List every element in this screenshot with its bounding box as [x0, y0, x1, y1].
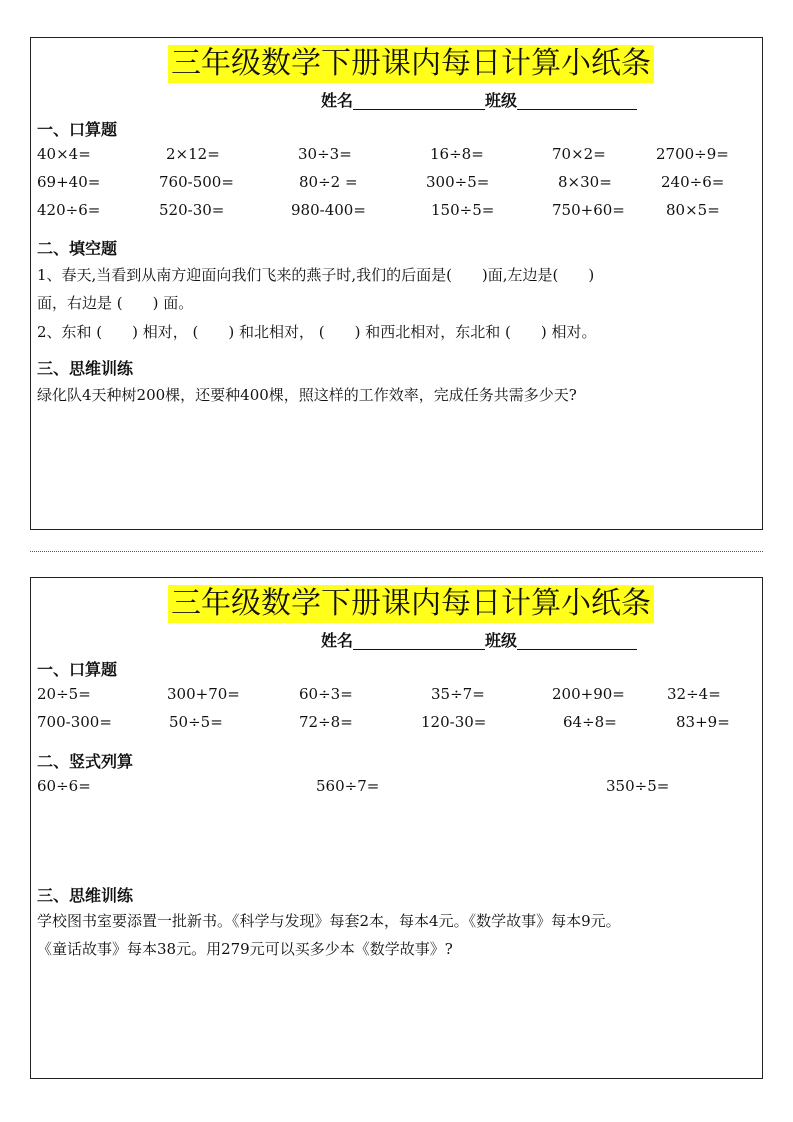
worksheet-title: 三年级数学下册课内每日计算小纸条	[168, 45, 654, 83]
problem: 520-30=	[159, 201, 225, 219]
class-label: 班级	[485, 91, 518, 110]
problem: 300+70=	[167, 685, 240, 703]
word-problem: 《童话故事》每本38元。用279元可以买多少本《数学故事》?	[37, 940, 453, 958]
problem: 120-30=	[421, 713, 487, 731]
section-heading-oral: 一、口算题	[37, 120, 118, 139]
problem: 16÷8=	[430, 145, 484, 163]
class-label: 班级	[485, 631, 518, 650]
problem: 80×5=	[666, 201, 720, 219]
word-problem: 学校图书室要添置一批新书。《科学与发现》每套2本，每本4元。《数学故事》每本9元。	[37, 912, 621, 930]
problem: 83+9=	[676, 713, 730, 731]
problem: 35÷7=	[431, 685, 485, 703]
problem: 8×30=	[558, 173, 612, 191]
problem: 32÷4=	[667, 685, 721, 703]
problem: 30÷3=	[298, 145, 352, 163]
section-heading-oral: 一、口算题	[37, 660, 118, 679]
problem: 64÷8=	[563, 713, 617, 731]
problem: 20÷5=	[37, 685, 91, 703]
worksheet-title: 三年级数学下册课内每日计算小纸条	[168, 585, 654, 623]
cut-line	[30, 551, 763, 552]
name-class-row	[321, 88, 637, 111]
question-line: 2、东和 ( ) 相对， ( ) 和北相对， ( ) 和西北相对，东北和 ( ) 相对。	[37, 323, 597, 341]
problem: 760-500=	[159, 173, 234, 191]
section-heading-thinking: 三、思维训练	[37, 359, 134, 378]
problem-row	[31, 201, 762, 223]
worksheet-card-1	[30, 37, 763, 530]
problem: 560÷7=	[316, 777, 380, 795]
problem-row	[31, 685, 762, 707]
worksheet-card-2	[30, 577, 763, 1079]
problem: 60÷6=	[37, 777, 91, 795]
question-line: 1、春天,当看到从南方迎面向我们飞来的燕子时,我们的后面是( )面,左边是( )	[37, 266, 595, 284]
problem: 980-400=	[291, 201, 366, 219]
problem: 2×12=	[166, 145, 220, 163]
name-blank[interactable]	[353, 633, 485, 650]
name-blank[interactable]	[353, 93, 485, 110]
name-label: 姓名	[321, 91, 354, 110]
problem: 72÷8=	[299, 713, 353, 731]
problem: 80÷2 =	[299, 173, 358, 191]
class-blank[interactable]	[517, 633, 637, 650]
question-line: 面，右边是 ( ) 面。	[37, 294, 194, 312]
problem: 350÷5=	[606, 777, 670, 795]
section-heading-fill: 二、填空题	[37, 239, 118, 258]
problem: 2700÷9=	[656, 145, 729, 163]
name-label: 姓名	[321, 631, 354, 650]
problem: 60÷3=	[299, 685, 353, 703]
problem: 50÷5=	[169, 713, 223, 731]
problem: 750+60=	[552, 201, 625, 219]
problem-row	[31, 173, 762, 195]
section-heading-thinking: 三、思维训练	[37, 886, 134, 905]
problem: 700-300=	[37, 713, 112, 731]
problem: 200+90=	[552, 685, 625, 703]
class-blank[interactable]	[517, 93, 637, 110]
problem: 69+40=	[37, 173, 101, 191]
problem: 300÷5=	[426, 173, 490, 191]
name-class-row	[321, 628, 637, 651]
problem-row	[31, 777, 762, 799]
section-heading-vertical: 二、竖式列算	[37, 752, 134, 771]
problem: 150÷5=	[431, 201, 495, 219]
problem-row	[31, 713, 762, 735]
word-problem: 绿化队4天种树200棵，还要种400棵，照这样的工作效率，完成任务共需多少天?	[37, 386, 577, 404]
problem-row	[31, 145, 762, 167]
problem: 420÷6=	[37, 201, 101, 219]
problem: 240÷6=	[661, 173, 725, 191]
problem: 40×4=	[37, 145, 91, 163]
problem: 70×2=	[552, 145, 606, 163]
